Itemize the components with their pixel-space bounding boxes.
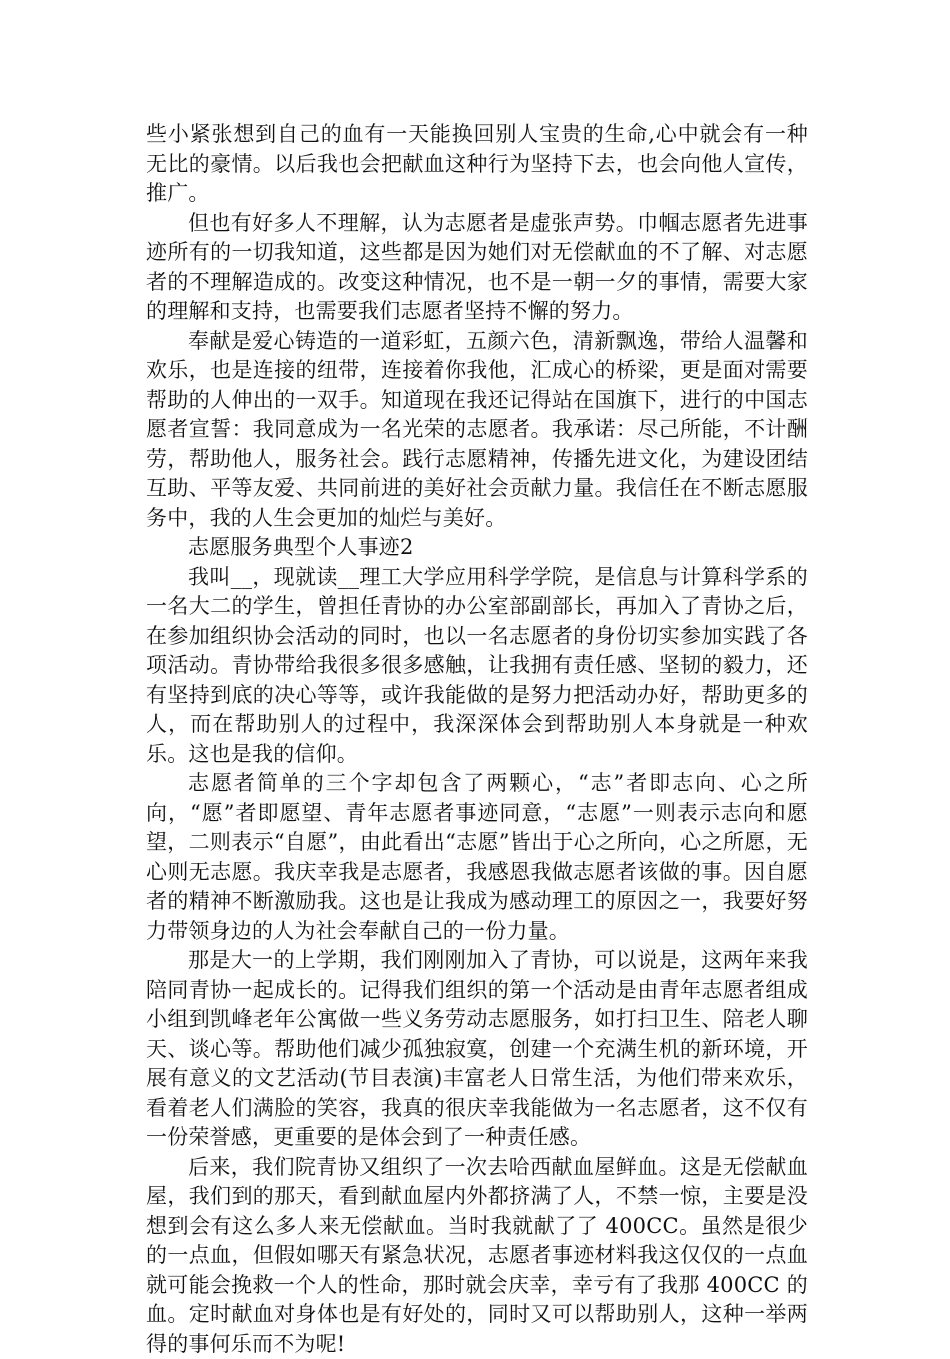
section-heading: 志愿服务典型个人事迹2 <box>146 533 808 563</box>
paragraph-2: 但也有好多人不理解，认为志愿者是虚张声势。巾帼志愿者先进事迹所有的一切我知道，这些都是因为她们对无偿献血的不了解、对志愿者的不理解造成的。改变这种情况，也不是一朝一夕的事情，需要大家的理解和支持，也需要我们志愿者坚持不懈的努力。 <box>146 209 808 327</box>
paragraph-7: 那是大一的上学期，我们刚刚加入了青协，可以说是，这两年来我陪同青协一起成长的。记得我们组织的第一个活动是由青年志愿者组成小组到凯峰老年公寓做一些义务劳动志愿服务，如打扫卫生、陪老人聊天、谈心等。帮助他们减少孤独寂寞，创建一个充满生机的新环境，开展有意义的文艺活动(节目表演)丰富老人日常生活，为他们带来欢乐，看着老人们满脸的笑容，我真的很庆幸我能做为一名志愿者，这不仅有一份荣誉感，更重要的是体会到了一种责任感。 <box>146 946 808 1153</box>
paragraph-8: 后来，我们院青协又组织了一次去哈西献血屋鲜血。这是无偿献血屋，我们到的那天，看到献血屋内外都挤满了人，不禁一惊，主要是没想到会有这么多人来无偿献血。当时我就献了了 400CC。虽然是很少的一点血，但假如哪天有紧急状况，志愿者事迹材料我这仅仅的一点血就可能会挽救一个人的性命，那时就会庆幸，幸亏有了我那 400CC 的血。定时献血对身体也是有好处的，同时又可以帮助别人，这种一举两得的事何乐而不为呢! <box>146 1153 808 1359</box>
document-body <box>146 120 808 1359</box>
paragraph-3: 奉献是爱心铸造的一道彩虹，五颜六色，清新飘逸，带给人温馨和欢乐，也是连接的纽带，连接着你我他，汇成心的桥梁，更是面对需要帮助的人伸出的一双手。知道现在我还记得站在国旗下，进行的中国志愿者宣誓：我同意成为一名光荣的志愿者。我承诺：尽己所能，不计酬劳，帮助他人，服务社会。践行志愿精神，传播先进文化，为建设团结互助、平等友爱、共同前进的美好社会贡献力量。我信任在不断志愿服务中，我的人生会更加的灿烂与美好。 <box>146 327 808 534</box>
paragraph-6: 志愿者简单的三个字却包含了两颗心，“志”者即志向、心之所向，“愿”者即愿望、青年志愿者事迹同意，“志愿”一则表示志向和愿望，二则表示“自愿”，由此看出“志愿”皆出于心之所向，心之所愿，无心则无志愿。我庆幸我是志愿者，我感恩我做志愿者该做的事。因自愿者的精神不断激励我。这也是让我成为感动理工的原因之一，我要好努力带领身边的人为社会奉献自己的一份力量。 <box>146 769 808 946</box>
paragraph-1: 些小紧张想到自己的血有一天能换回别人宝贵的生命,心中就会有一种无比的豪情。以后我也会把献血这种行为坚持下去，也会向他人宣传，推广。 <box>146 120 808 209</box>
paragraph-5: 我叫__，现就读__理工大学应用科学学院，是信息与计算科学系的一名大二的学生，曾担任青协的办公室部副部长，再加入了青协之后，在参加组织协会活动的同时，也以一名志愿者的身份切实参加实践了各项活动。青协带给我很多很多感触，让我拥有责任感、坚韧的毅力，还有坚持到底的决心等等，或许我能做的是努力把活动办好，帮助更多的人，而在帮助别人的过程中，我深深体会到帮助别人本身就是一种欢乐。这也是我的信仰。 <box>146 563 808 770</box>
